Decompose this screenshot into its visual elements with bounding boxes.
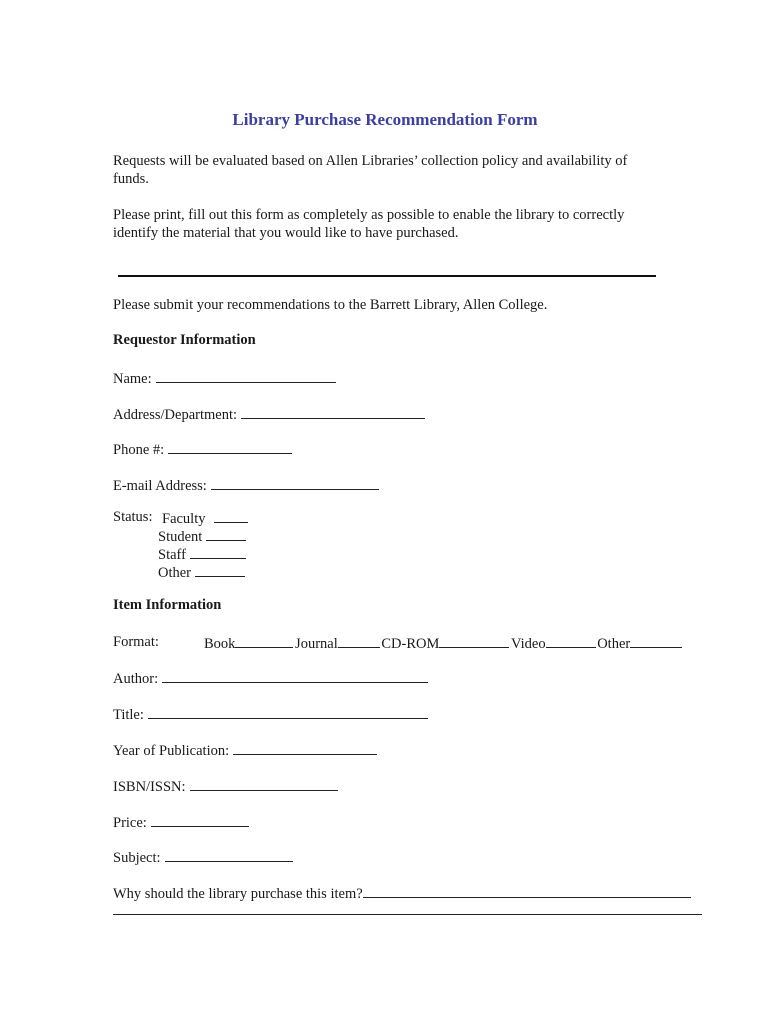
subject-field[interactable]	[165, 847, 293, 862]
status-other-field[interactable]	[195, 562, 245, 577]
status-faculty-field[interactable]	[214, 508, 248, 523]
address-label: Address/Department:	[113, 407, 238, 423]
email-field[interactable]	[211, 475, 379, 490]
status-staff-row	[158, 544, 246, 564]
title-row	[113, 704, 428, 724]
item-heading: Item Information	[113, 597, 222, 613]
why-row	[113, 883, 691, 903]
author-row	[113, 668, 428, 688]
intro-line-2: funds.	[113, 171, 149, 187]
status-faculty-row	[162, 508, 248, 528]
requestor-heading: Requestor Information	[113, 332, 256, 348]
format-cdrom-label: CD-ROM	[381, 636, 440, 652]
status-staff-field[interactable]	[190, 544, 246, 559]
format-video-field[interactable]	[546, 633, 596, 648]
intro-line-3: Please print, fill out this form as completely as possible to enable the library to correctly	[113, 207, 625, 223]
format-other-label: Other	[597, 636, 631, 652]
name-label: Name:	[113, 371, 152, 387]
format-journal-field[interactable]	[338, 633, 380, 648]
format-journal-label: Journal	[295, 636, 338, 652]
status-other-label: Other	[158, 565, 192, 581]
title-label: Title:	[113, 707, 144, 723]
phone-label: Phone #:	[113, 442, 165, 458]
format-other-field[interactable]	[630, 633, 682, 648]
why-field[interactable]	[363, 883, 691, 898]
isbn-row	[113, 776, 338, 796]
subject-label: Subject:	[113, 850, 161, 866]
status-student-label: Student	[158, 529, 203, 545]
section-divider	[118, 275, 656, 277]
format-options-row	[204, 633, 682, 653]
year-row	[113, 740, 377, 760]
isbn-field[interactable]	[190, 776, 338, 791]
intro-line-1: Requests will be evaluated based on Allen Libraries’ collection policy and availability of	[113, 153, 628, 169]
author-field[interactable]	[162, 668, 428, 683]
submit-note: Please submit your recommendations to the Barrett Library, Allen College.	[113, 297, 548, 313]
why-field-line-2[interactable]	[113, 914, 702, 915]
name-row	[113, 368, 336, 388]
address-field[interactable]	[241, 404, 425, 419]
isbn-label: ISBN/ISSN:	[113, 779, 186, 795]
status-student-row	[158, 526, 246, 546]
address-row	[113, 404, 425, 424]
format-cdrom-field[interactable]	[439, 633, 509, 648]
status-student-field[interactable]	[206, 526, 246, 541]
email-label: E-mail Address:	[113, 478, 207, 494]
form-title: Library Purchase Recommendation Form	[232, 110, 538, 129]
why-label: Why should the library purchase this item?	[113, 886, 363, 902]
price-field[interactable]	[151, 812, 249, 827]
intro-line-4: identify the material that you would like to have purchased.	[113, 225, 459, 241]
year-field[interactable]	[233, 740, 377, 755]
subject-row	[113, 847, 293, 867]
price-row	[113, 812, 249, 832]
phone-field[interactable]	[168, 439, 292, 454]
format-book-field[interactable]	[235, 633, 293, 648]
price-label: Price:	[113, 815, 147, 831]
status-staff-label: Staff	[158, 547, 186, 563]
status-faculty-label: Faculty	[162, 511, 206, 527]
phone-row	[113, 439, 292, 459]
email-row	[113, 475, 379, 495]
year-label: Year of Publication:	[113, 743, 230, 759]
format-video-label: Video	[511, 636, 546, 652]
format-book-label: Book	[204, 636, 236, 652]
status-label: Status:	[113, 509, 153, 525]
name-field[interactable]	[156, 368, 336, 383]
status-other-row	[158, 562, 245, 582]
format-label: Format:	[113, 634, 159, 650]
title-field[interactable]	[148, 704, 428, 719]
author-label: Author:	[113, 671, 159, 687]
